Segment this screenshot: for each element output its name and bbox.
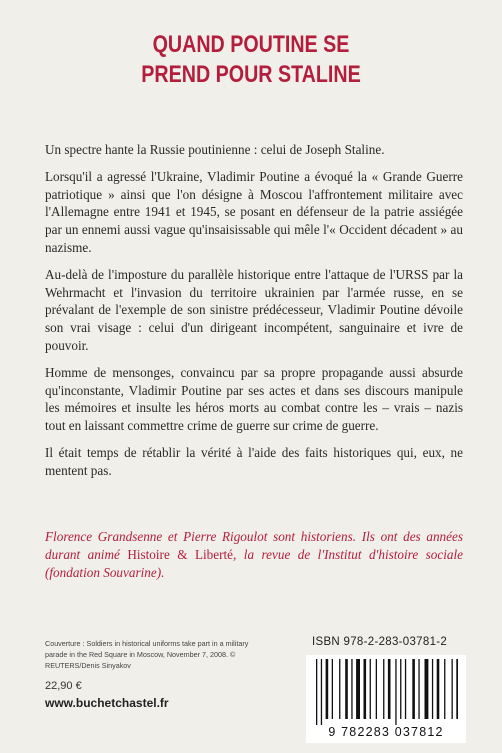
author-bio-part-1: Florence Grandsenne et Pierre Rigoulot sont historiens. Ils ont des années durant animé bbox=[45, 529, 463, 562]
barcode-bar bbox=[444, 659, 445, 719]
barcode-bar bbox=[452, 659, 453, 719]
blurb-paragraph-1: Un spectre hante la Russie poutinienne : celui de Joseph Staline. bbox=[45, 142, 385, 157]
blurb-paragraph-4: Homme de mensonges, convaincu par sa propre propagande aussi absurde qu'inconstante, Vladimir Poutine par ses actes et dans ses discours manipule les mémoires et insulte les héros morts au combat contre les – vrais – nazis tout en laissant commettre crime de guerre sur crime de guerre. bbox=[45, 364, 463, 434]
barcode-bars bbox=[314, 659, 458, 725]
barcode-bar bbox=[437, 659, 440, 719]
barcode-bar bbox=[432, 659, 433, 719]
title-line-1: QUAND POUTINE SE bbox=[152, 31, 350, 58]
barcode-bar bbox=[332, 659, 333, 719]
barcode-bar bbox=[418, 659, 419, 719]
barcode-bar bbox=[339, 659, 340, 719]
barcode-bar bbox=[345, 659, 348, 719]
cover-credit: Couverture : Soldiers in historical uniforms take part in a military parade in the Red Square in Moscow, November 7, 2008. © REUTERS/Denis Sinyakov bbox=[45, 639, 249, 670]
barcode-number: 9 782283 037812 bbox=[328, 725, 444, 739]
barcode-bar bbox=[370, 659, 371, 719]
book-title bbox=[45, 30, 457, 90]
publisher-website: www.buchetchastel.fr bbox=[45, 696, 169, 710]
blurb-paragraph-2: Lorsqu'il a agressé l'Ukraine, Vladimir Poutine a évoqué la « Grande Guerre patriotique » ainsi que l'on désigne à Moscou l'affrontement militaire avec l'Allemagne entre 1941 et 1945, se posant en défenseur de la patrie assiégée par un ennemi aussi vague qu'insaisissable qui mêle l'« Occident décadent » au nazisme. bbox=[45, 168, 463, 255]
barcode-bar bbox=[425, 659, 429, 719]
barcode-bar bbox=[395, 659, 396, 725]
barcode-bar bbox=[412, 659, 415, 719]
barcode-bar bbox=[376, 659, 377, 719]
barcode-bar bbox=[405, 659, 406, 719]
price: 22,90 € bbox=[45, 680, 82, 692]
barcode-bar bbox=[400, 659, 401, 719]
title-line-2: PREND POUR STALINE bbox=[141, 61, 361, 88]
author-bio bbox=[45, 528, 463, 582]
blurb-paragraph-3: Au-delà de l'imposture du parallèle historique entre l'attaque de l'URSS par la Wehrmacht et l'invasion du territoire ukrainien par l'armée russe, en se prévalant de l'exemple de son sinistre prédécesseur, Vladimir Poutine dévoile son vrai visage : celui d'un dirigeant incompétent, sanguinaire et ivre de pouvoir. bbox=[45, 266, 463, 353]
barcode-bar bbox=[316, 659, 317, 725]
barcode-bar bbox=[388, 659, 391, 719]
blurb-paragraph-5: Il était temps de rétablir la vérité à l'aide des faits historiques qui, eux, ne mentent pas. bbox=[45, 444, 463, 478]
barcode-bar bbox=[326, 659, 329, 719]
journal-name: Histoire & Liberté bbox=[127, 547, 234, 562]
barcode-bar bbox=[321, 659, 322, 725]
barcode-bar bbox=[456, 659, 458, 719]
barcode-bar bbox=[356, 659, 360, 719]
barcode bbox=[306, 655, 466, 743]
isbn: ISBN 978-2-283-03781-2 bbox=[312, 636, 448, 648]
barcode-bar bbox=[364, 659, 367, 719]
barcode-bar bbox=[351, 659, 352, 719]
barcode-bar bbox=[383, 659, 384, 719]
author-bio-part-2: , la revue de l'Institut d'histoire sociale (fondation Souvarine). bbox=[45, 547, 463, 580]
blurb bbox=[45, 141, 463, 489]
